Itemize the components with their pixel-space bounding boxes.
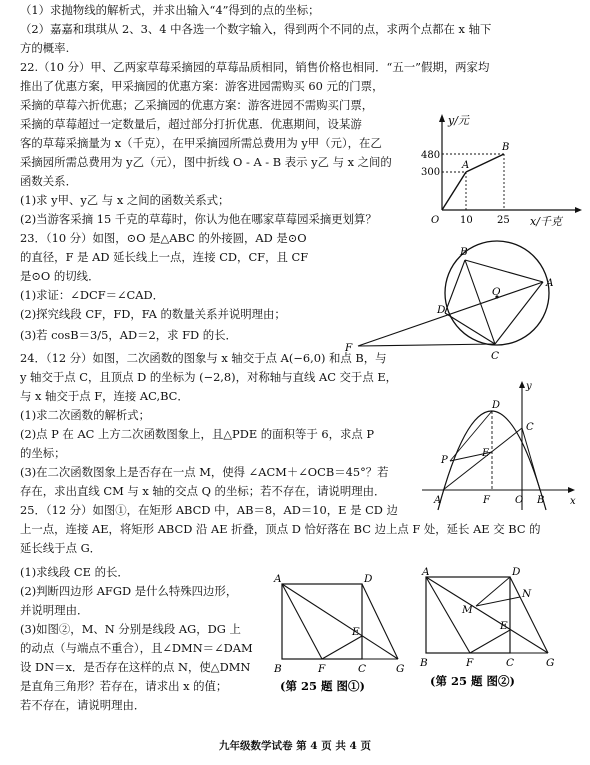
line-FA: [358, 282, 543, 346]
text-line: 采摘的草莓六折优惠；乙采摘园的优惠方案：游客进园不需购买门票，: [20, 98, 374, 112]
label-F: F: [318, 663, 326, 675]
question-23-stem: 23．（10 分）如图，⊙O 是△ABC 的外接圆，AD 是⊙O: [20, 231, 307, 245]
y-tick-480: 480: [421, 150, 441, 161]
label-A: A: [274, 573, 282, 585]
text-line: (1)求 y甲、y乙 与 x 之间的函数关系式；: [20, 193, 230, 207]
label-C: C: [358, 663, 367, 675]
figure-25-1-caption: (第 25 题 图①): [280, 679, 365, 693]
y-tick-300: 300: [421, 167, 441, 178]
label-G: G: [546, 657, 555, 669]
question-24-stem: 24．（12 分）如图，二次函数的图象与 x 轴交于点 A(−6,0) 和点 B，与: [20, 351, 387, 365]
label-B: B: [274, 663, 282, 675]
label-D: D: [492, 400, 501, 411]
text-line: 客的草莓采摘量为 x（千克），在甲采摘园所需总费用为 y甲（元），在乙: [20, 136, 382, 150]
page-footer: 九年级数学试卷 第 4 页 共 4 页: [218, 740, 372, 752]
label-A: A: [546, 277, 554, 289]
text-line: 存在，求出直线 CM 与 x 轴的交点 Q 的坐标；若不存在，请说明理由．: [20, 484, 386, 498]
label-D: D: [437, 304, 446, 316]
text-line: (1)求二次函数的解析式；: [20, 408, 151, 422]
text-line: (2)探究线段 CF，FD，FA 的数量关系并说明理由；: [20, 307, 286, 321]
label-C: C: [506, 657, 515, 669]
text-line: 设 DN＝x．是否存在这样的点 N，使△DMN: [20, 660, 251, 674]
label-E: E: [482, 448, 490, 459]
label-A: A: [434, 495, 442, 506]
figure-23-circle: [340, 243, 575, 368]
figure-25-2-caption: (第 25 题 图②): [430, 674, 515, 688]
text-line: 采摘园所需总费用为 y乙（元），图中折线 O - A - B 表示 y乙 与 x 之间的: [20, 155, 392, 169]
x-axis-label: x/千克: [530, 215, 562, 228]
text-line: (3)在二次函数图象上是否存在一点 M，使得 ∠ACM＋∠OCB＝45°？若: [20, 465, 389, 479]
x-tick-10: 10: [460, 215, 473, 226]
label-B: B: [537, 495, 545, 506]
text-line: 方的概率.: [20, 41, 70, 55]
text-line: 与 x 轴交于点 F，连接 AC,BC．: [20, 389, 189, 403]
text-line: (2)判断四边形 AFGD 是什么特殊四边形，: [20, 584, 238, 598]
text-line: （1）求抛物线的解析式，并求出输入“4”得到的点的坐标；: [20, 3, 320, 17]
label-D: D: [512, 566, 521, 578]
text-line: 并说明理由．: [20, 603, 89, 617]
point-A-label: A: [462, 160, 470, 171]
text-line: 是⊙O 的切线．: [20, 269, 100, 283]
text-line: 推出了优惠方案，甲采摘园的优惠方案：游客进园需购买 60 元的门票，: [20, 79, 384, 93]
label-F: F: [466, 657, 474, 669]
text-line: 上一点，连接 AE，将矩形 ABCD 沿 AE 折叠，顶点 D 恰好落在 BC 边上点 F 处，延长 AE 交 BC 的: [20, 522, 541, 536]
label-M: M: [462, 604, 473, 616]
text-line: (2)当游客采摘 15 千克的草莓时，你认为他在哪家草莓园采摘更划算？: [20, 212, 377, 226]
label-E: E: [352, 626, 360, 638]
label-F: F: [483, 495, 490, 506]
figure-24-parabola: [420, 378, 580, 518]
text-line: 若不存在，请说明理由．: [20, 698, 146, 712]
text-line: (3)如图②，M、N 分别是线段 AG，DG 上: [20, 622, 241, 636]
point-B-label: B: [502, 142, 510, 153]
label-O: O: [492, 286, 501, 298]
label-x: x: [570, 496, 576, 507]
label-B: B: [460, 246, 468, 258]
label-O: O: [515, 495, 524, 506]
label-y: y: [526, 381, 532, 392]
label-D: D: [364, 573, 373, 585]
line-AC: [443, 428, 522, 490]
x-tick-25: 25: [497, 215, 510, 226]
text-line: 的坐标；: [20, 446, 66, 460]
origin-label: O: [431, 215, 440, 226]
text-line: (3)若 cosB＝3/5，AD＝2，求 FD 的长．: [20, 328, 237, 342]
question-22-stem: 22.（10 分）甲、乙两家草莓采摘园的草莓品质相同，销售价格也相同．“五一”假期，两家均: [20, 60, 490, 74]
question-25-stem: 25．（12 分）如图①，在矩形 ABCD 中，AB＝8，AD＝10，E 是 CD 边: [20, 503, 398, 517]
label-P: P: [441, 455, 448, 466]
text-line: (1)求证：∠DCF＝∠CAD．: [20, 288, 165, 302]
line-BC: [522, 428, 540, 490]
y-axis-label: y/元: [448, 114, 469, 127]
text-line: 延长线于点 G．: [20, 541, 102, 555]
text-line: (2)点 P 在 AC 上方二次函数图象上，且△PDE 的面积等于 6，求点 P: [20, 427, 375, 441]
label-N: N: [522, 588, 532, 600]
label-C: C: [526, 422, 534, 433]
figure-25-1: [268, 572, 418, 697]
segment-OA: [442, 172, 466, 210]
label-C: C: [491, 350, 500, 362]
text-line: 采摘的草莓超过一定数量后，超过部分打折优惠．优惠期间，设某游: [20, 117, 362, 131]
text-line: 函数关系．: [20, 174, 77, 188]
text-line: 的直径，F 是 AD 延长线上一点，连接 CD，CF，且 CF: [20, 250, 309, 264]
text-line: 的动点（与端点不重合），且∠DMN＝∠DAM: [20, 641, 253, 655]
rectangle-ABCD: [282, 584, 362, 659]
label-B: B: [420, 657, 428, 669]
figure-22-graph: [420, 112, 580, 227]
text-line: y 轴交于点 C，且顶点 D 的坐标为 (−2,8)，对称轴与直线 AC 交于点 E，: [20, 370, 398, 384]
label-F: F: [345, 342, 353, 354]
text-line: （2）嘉嘉和琪琪从 2、3、4 中各选一个数字输入，得到两个不同的点，求两个点都在 x 轴下: [20, 22, 492, 36]
segment-AB: [466, 154, 504, 172]
label-G: G: [396, 663, 405, 675]
text-line: 是直角三角形？若存在，请求出 x 的值；: [20, 679, 228, 693]
label-A: A: [422, 566, 430, 578]
tangent-CF: [358, 344, 495, 346]
text-line: (1)求线段 CE 的长．: [20, 565, 129, 579]
figure-25-2: [416, 565, 586, 693]
label-E: E: [500, 620, 508, 632]
